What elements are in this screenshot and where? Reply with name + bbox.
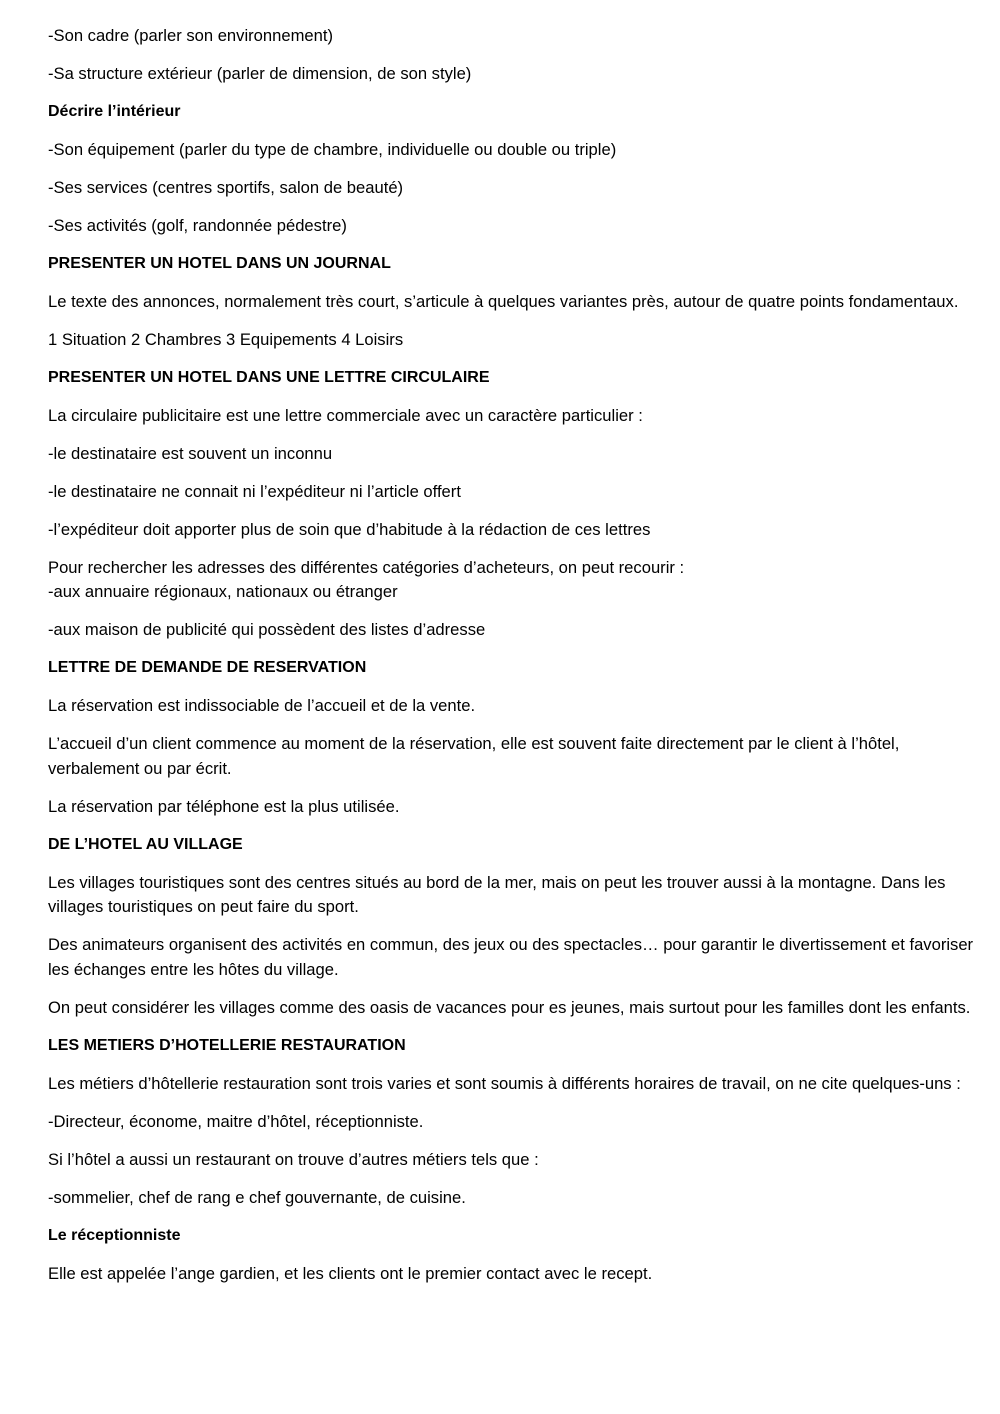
paragraph: -Ses services (centres sportifs, salon de beauté)	[48, 178, 404, 197]
section-heading: Décrire l’intérieur	[48, 103, 181, 120]
section-heading: PRESENTER UN HOTEL DANS UNE LETTRE CIRCULAIRE	[48, 369, 490, 386]
paragraph: Les métiers d’hôtellerie restauration sont trois varies et sont soumis à différents horaires de travail, on ne cite quelques-uns :	[48, 1073, 961, 1093]
paragraph: -Son équipement (parler du type de chambre, individuelle ou double ou triple)	[48, 140, 617, 159]
paragraph: -Directeur, économe, maitre d’hôtel, réceptionniste.	[48, 1111, 424, 1131]
paragraph: -l’expéditeur doit apporter plus de soin que d’habitude à la rédaction de ces lettres	[48, 520, 651, 539]
paragraph: On peut considérer les villages comme des oasis de vacances pour es jeunes, mais surtout pour les familles dont les enfants.	[48, 997, 971, 1017]
paragraph: -le destinataire ne connait ni l’expéditeur ni l’article offert	[48, 482, 461, 501]
paragraph: Elle est appelée l’ange gardien, et les clients ont le premier contact avec le recept.	[48, 1263, 653, 1283]
section-heading: LES METIERS D’HOTELLERIE RESTAURATION	[48, 1036, 406, 1054]
paragraph: 1 Situation 2 Chambres 3 Equipements 4 Loisirs	[48, 330, 404, 349]
section-heading: DE L’HOTEL AU VILLAGE	[48, 835, 243, 853]
paragraph: Les villages touristiques sont des centres situés au bord de la mer, mais on peut les trouver aussi à la montagne. Dans les villages touristiques on peut faire du sport.	[48, 872, 946, 917]
paragraph: -Son cadre (parler son environnement)	[48, 26, 334, 45]
paragraph: Si l’hôtel a aussi un restaurant on trouve d’autres métiers tels que :	[48, 1149, 539, 1169]
paragraph: Pour rechercher les adresses des différentes catégories d’acheteurs, on peut recourir : -aux annuaire régionaux, nationaux ou étranger	[48, 558, 685, 602]
paragraph: La réservation est indissociable de l’accueil et de la vente.	[48, 696, 476, 716]
paragraph: -Ses activités (golf, randonnée pédestre)	[48, 216, 347, 235]
section-heading: Le réceptionniste	[48, 1226, 181, 1244]
paragraph: Le texte des annonces, normalement très court, s’articule à quelques variantes près, autour de quatre points fondamentaux.	[48, 292, 959, 311]
paragraph: La circulaire publicitaire est une lettre commerciale avec un caractère particulier :	[48, 406, 643, 425]
paragraph: -sommelier, chef de rang e chef gouvernante, de cuisine.	[48, 1187, 466, 1207]
paragraph: L’accueil d’un client commence au moment de la réservation, elle est souvent faite directement par le client à l’hôtel, verbalement ou par écrit.	[48, 734, 900, 778]
section-heading: PRESENTER UN HOTEL DANS UN JOURNAL	[48, 255, 391, 272]
paragraph: -le destinataire est souvent un inconnu	[48, 444, 333, 463]
paragraph: -Sa structure extérieur (parler de dimension, de son style)	[48, 64, 472, 83]
document-page	[48, 24, 978, 1300]
paragraph: -aux maison de publicité qui possèdent des listes d’adresse	[48, 620, 486, 640]
section-heading: LETTRE DE DEMANDE DE RESERVATION	[48, 659, 367, 677]
paragraph: La réservation par téléphone est la plus utilisée.	[48, 796, 400, 816]
paragraph: Des animateurs organisent des activités en commun, des jeux ou des spectacles… pour garantir le divertissement et favoriser les échanges entre les hôtes du village.	[48, 935, 974, 979]
